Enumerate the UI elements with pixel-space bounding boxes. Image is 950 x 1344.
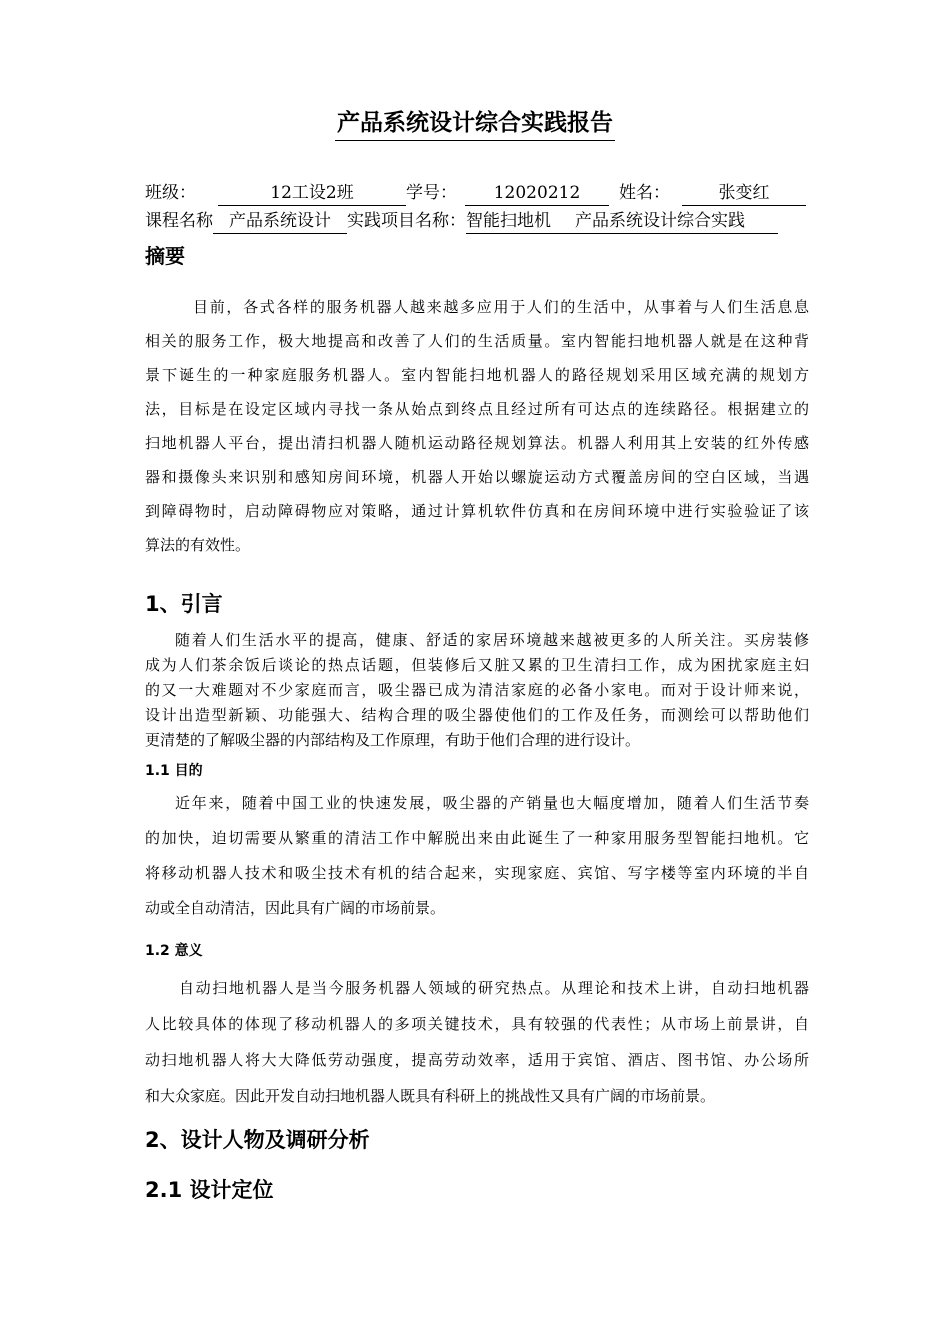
text-line: 动或全自动清洁，因此具有广阔的市场前景。 (145, 899, 446, 917)
text-line: 更清楚的了解吸尘器的内部结构及工作原理，有助于他们合理的进行设计。 (145, 731, 641, 749)
student-id-value: 12020212 (465, 183, 609, 206)
text-line: 的加快，迫切需要从繁重的清洁工作中解脱出来由此诞生了一种家用服务型智能扫地机。它 (145, 829, 809, 847)
text-line: 将移动机器人技术和吸尘技术有机的结合起来，实现家庭、宾馆、写字楼等室内环境的半自 (145, 864, 809, 882)
document-title: 产品系统设计综合实践报告 (0, 104, 950, 137)
class-label: 班级： (145, 183, 196, 203)
text-line: 相关的服务工作，极大地提高和改善了人们的生活质量。室内智能扫地机器人就是在这种背 (145, 332, 809, 350)
text-line: 器和摄像头来识别和感知房间环境，机器人开始以螺旋运动方式覆盖房间的空白区域，当遇 (145, 468, 809, 486)
section-1-paragraph (145, 628, 809, 753)
student-info-row (145, 178, 806, 206)
text-line: 设计出造型新颖、功能强大、结构合理的吸尘器使他们的工作及任务，而测绘可以帮助他们 (145, 706, 809, 724)
text-line: 到障碍物时，启动障碍物应对策略，通过计算机软件仿真和在房间环境中进行实验验证了该 (145, 502, 809, 520)
name-label: 姓名： (619, 183, 670, 203)
text-line: 目前，各式各样的服务机器人越来越多应用于人们的生活中，从事着与人们生活息息 (193, 298, 809, 316)
text-line: 法，目标是在设定区域内寻找一条从始点到终点且经过所有可达点的连续路径。根据建立的 (145, 400, 809, 418)
section-1-heading: 1、引言 (145, 592, 223, 616)
section-2-1-heading: 2.1 设计定位 (145, 1178, 274, 1202)
course-value: 产品系统设计 (213, 206, 347, 234)
text-line: 自动扫地机器人是当今服务机器人领域的研究热点。从理论和技术上讲，自动扫地机器 (179, 979, 809, 997)
text-line: 动扫地机器人将大大降低劳动强度，提高劳动效率，适用于宾馆、酒店、图书馆、办公场所 (145, 1051, 809, 1069)
section-1-2-heading: 1.2 意义 (145, 943, 203, 959)
project-label: 实践项目名称： (347, 211, 466, 231)
text-line: 随着人们生活水平的提高，健康、舒适的家居环境越来越被更多的人所关注。买房装修 (175, 631, 809, 649)
course-info-row (145, 206, 778, 234)
class-value: 12工设2班 (218, 178, 406, 206)
course-label: 课程名称 (145, 211, 213, 231)
section-1-1-heading: 1.1 目的 (145, 763, 203, 779)
text-line: 成为人们茶余饭后谈论的热点话题，但装修后又脏又累的卫生清扫工作，成为困扰家庭主妇 (145, 656, 809, 674)
text-line: 算法的有效性。 (145, 536, 251, 554)
section-1-1-paragraph (145, 786, 809, 926)
abstract-paragraph (145, 290, 809, 562)
project-value: 智能扫地机 产品系统设计综合实践 (466, 206, 778, 234)
abstract-heading: 摘要 (145, 244, 185, 268)
text-line: 近年来，随着中国工业的快速发展，吸尘器的产销量也大幅度增加，随着人们生活节奏 (175, 794, 809, 812)
text-line: 和大众家庭。因此开发自动扫地机器人既具有科研上的挑战性又具有广阔的市场前景。 (145, 1087, 716, 1105)
section-1-2-paragraph (145, 970, 809, 1114)
text-line: 人比较具体的体现了移动机器人的多项关键技术，具有较强的代表性；从市场上前景讲，自 (145, 1015, 809, 1033)
text-line: 扫地机器人平台，提出清扫机器人随机运动路径规划算法。机器人利用其上安装的红外传感 (145, 434, 809, 452)
text-line: 景下诞生的一种家庭服务机器人。室内智能扫地机器人的路径规划采用区域充满的规划方 (145, 366, 809, 384)
name-value: 张变红 (682, 178, 806, 206)
student-id-label: 学号： (406, 183, 457, 203)
section-2-heading: 2、设计人物及调研分析 (145, 1128, 370, 1152)
text-line: 的又一大难题对不少家庭而言，吸尘器已成为清洁家庭的必备小家电。而对于设计师来说， (145, 681, 809, 699)
